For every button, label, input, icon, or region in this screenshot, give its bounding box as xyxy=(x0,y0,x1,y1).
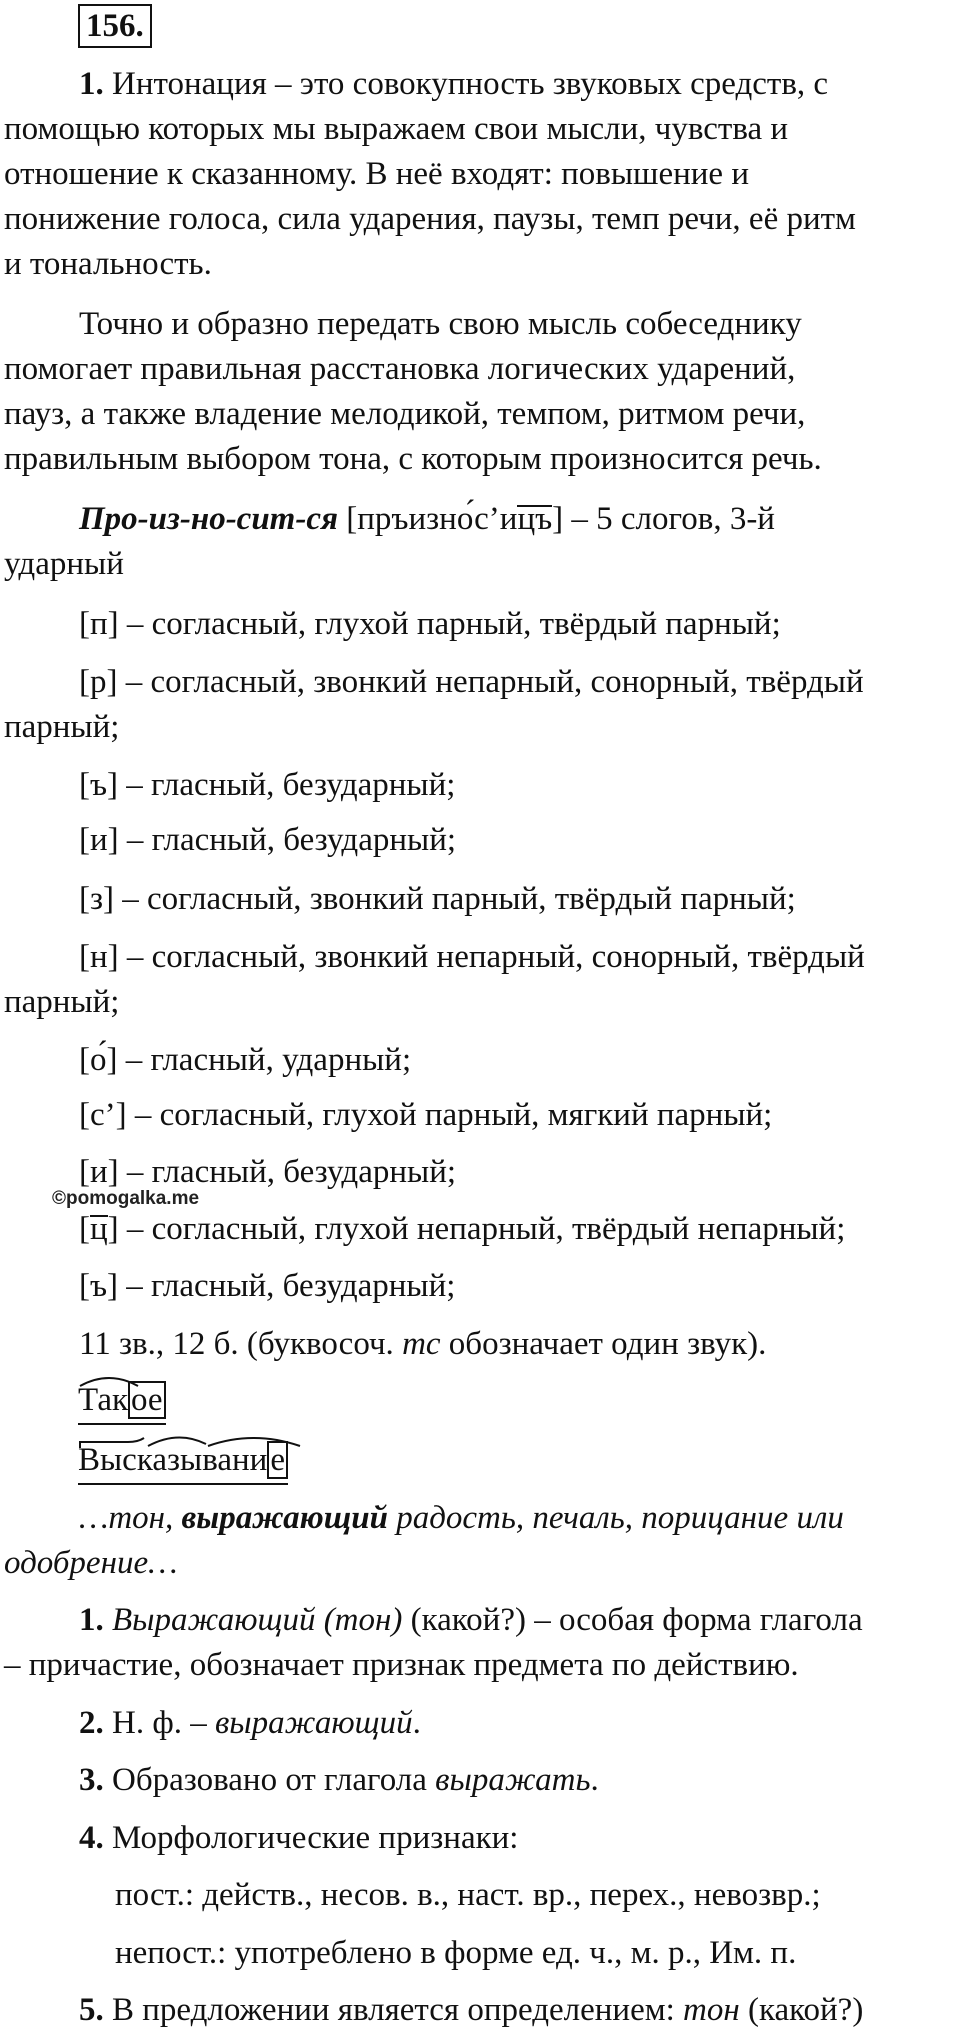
phonetic-header: Про-из-но-сит-ся [пръизно́с’ицъ] – 5 слогов, 3-й xyxy=(79,501,775,537)
sound-line: [н] – согласный, звонкий непарный, сонорный, твёрдый xyxy=(79,939,865,975)
quote-line: одобрение… xyxy=(4,1545,178,1581)
sound-line: [п] – согласный, глухой парный, твёрдый парный; xyxy=(79,606,781,642)
analysis-point-3: 3. Образовано от глагола выражать. xyxy=(79,1762,599,1798)
task-number: 156. xyxy=(78,4,152,48)
para1-line: 1. Интонация – это совокупность звуковых средств, с xyxy=(79,66,829,102)
sound-line: [с’] – согласный, глухой парный, мягкий парный; xyxy=(79,1097,773,1133)
word2-root: Высказывани xyxy=(78,1442,268,1478)
sound-line: [ъ] – гласный, безударный; xyxy=(79,1268,456,1304)
analysis-constant-features: пост.: действ., несов. в., наст. вр., перех., невозвр.; xyxy=(115,1877,821,1913)
sound-line: парный; xyxy=(4,709,120,745)
para1-line: помощью которых мы выражаем свои мысли, чувства и xyxy=(4,111,789,147)
sound-line: [ц] – согласный, глухой непарный, твёрдый непарный; xyxy=(79,1211,846,1247)
sound-line: [и] – гласный, безударный; xyxy=(79,1154,457,1190)
para1-line: и тональность. xyxy=(4,246,212,282)
sound-summary: 11 зв., 12 б. (буквосоч. тс обозначает один звук). xyxy=(79,1326,767,1362)
sound-line: [о́] – гласный, ударный; xyxy=(79,1042,412,1078)
analysis-point-5: 5. В предложении является определением: тон (какой?) xyxy=(79,1992,864,2028)
sound-line: [и] – гласный, безударный; xyxy=(79,822,457,858)
para2-line: пауз, а также владение мелодикой, темпом, ритмом речи, xyxy=(4,396,806,432)
root-arc-icon xyxy=(78,1374,140,1388)
word2-ending: е xyxy=(267,1441,288,1479)
quote-line: …тон, выражающий радость, печаль, порицание или xyxy=(79,1500,844,1536)
ts-sound: ц xyxy=(90,1211,108,1247)
sound-line: [ъ] – гласный, безударный; xyxy=(79,767,456,803)
analysis-variable-features: непост.: употреблено в форме ед. ч., м. р., Им. п. xyxy=(115,1935,797,1971)
para2-line: помогает правильная расстановка логических ударений, xyxy=(4,351,796,387)
word1-ending: ое xyxy=(128,1381,166,1419)
para1-line: отношение к сказанному. В неё входят: повышение и xyxy=(4,156,749,192)
root-arc-icon xyxy=(78,1434,303,1450)
watermark: ©pomogalka.me xyxy=(52,1188,200,1209)
analysis-point-2: 2. Н. ф. – выражающий. xyxy=(79,1705,421,1741)
morpheme-word-2 xyxy=(78,1438,288,1485)
para2-line: Точно и образно передать свою мысль собеседнику xyxy=(79,306,802,342)
para1-num: 1. xyxy=(79,66,104,102)
phonetic-line2: ударный xyxy=(4,546,124,582)
para1-line: понижение голоса, сила ударения, паузы, темп речи, её ритм xyxy=(4,201,856,237)
phonetic-word: Про-из-но-сит-ся xyxy=(79,501,338,537)
para2-line: правильным выбором тона, с которым произносится речь. xyxy=(4,441,822,477)
morpheme-word-1 xyxy=(78,1378,166,1425)
word1-root: Так xyxy=(78,1382,129,1418)
affricate-mark: цъ xyxy=(517,501,553,537)
sound-line: [р] – согласный, звонкий непарный, сонорный, твёрдый xyxy=(79,664,864,700)
analysis-point-1-line2: – причастие, обозначает признак предмета по действию. xyxy=(4,1647,799,1683)
analysis-point-1: 1. Выражающий (тон) (какой?) – особая форма глагола xyxy=(79,1602,863,1638)
sound-line: [з] – согласный, звонкий парный, твёрдый парный; xyxy=(79,881,796,917)
sound-line: парный; xyxy=(4,984,120,1020)
analysis-point-4: 4. Морфологические признаки: xyxy=(79,1820,519,1856)
